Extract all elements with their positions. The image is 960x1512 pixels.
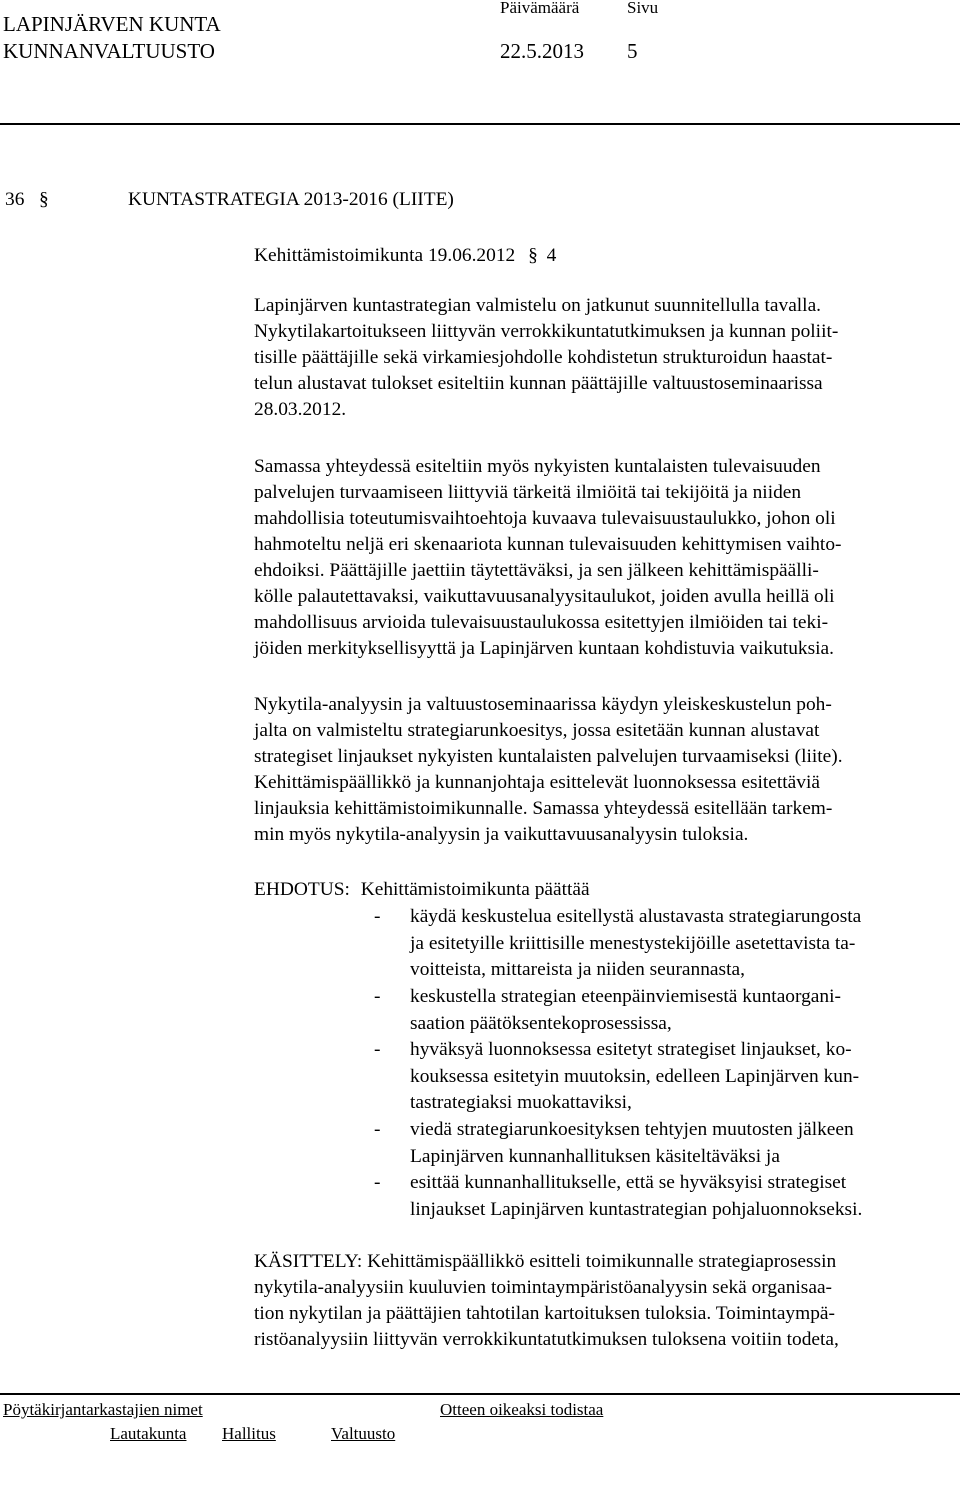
proposal-label: EHDOTUS: <box>254 879 350 900</box>
text-line: kouksessa esitetyin muutoksin, edelleen Lapinjärven kun- <box>410 1065 860 1087</box>
text-line: ja esitetyille kriittisille menestystekijöille asetettavista ta- <box>410 932 856 954</box>
text-line: viedä strategiarunkoesityksen tehtyjen muutosten jälkeen <box>410 1119 854 1140</box>
text-line: jalta on valmisteltu strategiarunkoesitys, jossa esitetään kunnan alustavat <box>254 720 820 741</box>
text-line: Lapinjärven kuntastrategian valmistelu on jatkunut suunnitellulla tavalla. <box>254 295 822 316</box>
reference-text: Kehittämistoimikunta 19.06.2012 <box>254 245 516 266</box>
proposal-item <box>374 984 954 1038</box>
text-line: linjaukset Lapinjärven kuntastrategian pohjaluonnokseksi. <box>410 1198 863 1220</box>
page-label: Sivu <box>627 0 659 17</box>
text-line: min myös nykytila-analyysin ja vaikuttavuusanalyysin tuloksia. <box>254 824 749 845</box>
list-dash: - <box>374 1172 381 1193</box>
proposal-item <box>374 1037 954 1117</box>
text-line: voitteista, mittareista ja niiden seurannasta, <box>410 959 745 981</box>
footer-body-hallitus: Hallitus <box>222 1424 276 1443</box>
text-line: keskustella strategian eteenpäinviemisestä kuntaorgani- <box>410 986 841 1007</box>
text-line: saation päätöksentekoprosessissa, <box>410 1012 672 1034</box>
text-line: KÄSITTELY: Kehittämispäällikkö esitteli toimikunnalle strategiaprosessin <box>254 1251 837 1272</box>
text-line: hahmoteltu neljä eri skenaariota kunnan tulevaisuuden kehittymisen vaihto- <box>254 534 842 555</box>
date-label: Päivämäärä <box>500 0 580 17</box>
text-line: nykytila-analyysiin kuuluvien toimintaympäristöanalyysin sekä organisaa- <box>254 1277 833 1298</box>
text-line: mahdollisia toteutumisvaihtoehtoja kuvaava tulevaisuustaulukko, johon oli <box>254 508 836 529</box>
header-divider <box>0 123 960 125</box>
text-line: tion nykytilan ja päättäjien tahtotilan kartoituksen tuloksia. Toimintaympä- <box>254 1303 835 1324</box>
text-line: käydä keskustelua esitellystä alustavasta strategiarungosta <box>410 906 862 927</box>
reference-line <box>254 243 556 269</box>
meeting-date: 22.5.2013 <box>500 39 584 63</box>
text-line: ristöanalyysiin liittyvän verrokkikuntatutkimuksen tuloksena voitiin todeta, <box>254 1329 839 1350</box>
list-dash: - <box>374 1119 381 1140</box>
council-name: KUNNANVALTUUSTO <box>3 39 215 63</box>
section-title: KUNTASTRATEGIA 2013-2016 (LIITE) <box>128 189 454 210</box>
text-line: palvelujen turvaamiseen liittyviä tärkeitä ilmiöitä tai tekijöitä ja niiden <box>254 482 802 503</box>
paragraph-future-table <box>254 454 954 662</box>
paragraph-handling <box>254 1249 954 1353</box>
text-line: Kehittämispäällikkö ja kunnanjohtaja esittelevät luonnoksessa esitettäviä <box>254 772 820 793</box>
proposal-intro: Kehittämistoimikunta päättää <box>360 879 590 900</box>
footer-divider <box>0 1393 960 1395</box>
paragraph-progress <box>254 293 954 423</box>
minutes-checkers-label: Pöytäkirjantarkastajien nimet <box>3 1400 203 1419</box>
certified-copy-label: Otteen oikeaksi todistaa <box>440 1400 604 1419</box>
text-line: jöiden merkityksellisyyttä ja Lapinjärven kuntaan kohdistuvia vaikutuksia. <box>254 638 834 659</box>
section-number: 36 <box>5 189 25 210</box>
reference-number: 4 <box>546 245 557 266</box>
text-line: tisille päättäjille sekä virkamiesjohdolle kohdistetun strukturoidun haastat- <box>254 347 833 368</box>
proposal-item <box>374 1117 954 1171</box>
footer-body-valtuusto: Valtuusto <box>331 1424 396 1443</box>
text-line: Lapinjärven kunnanhallituksen käsiteltäväksi ja <box>410 1145 780 1167</box>
proposal-item <box>374 1170 954 1224</box>
text-line: Samassa yhteydessä esiteltiin myös nykyisten kuntalaisten tulevaisuuden <box>254 456 821 477</box>
text-line: Nykytila-analyysin ja valtuustoseminaarissa käydyn yleiskeskustelun poh- <box>254 694 832 715</box>
text-line: tastrategiaksi muokattaviksi, <box>410 1092 632 1114</box>
proposal-item <box>374 904 954 984</box>
text-line: telun alustavat tulokset esiteltiin kunnan päättäjille valtuustoseminaarissa <box>254 373 823 394</box>
text-line: linjauksia kehittämistoimikunnalle. Samassa yhteydessä esitellään tarkem- <box>254 798 833 819</box>
reference-symbol: § <box>528 245 538 266</box>
list-dash: - <box>374 986 381 1007</box>
text-line: mahdollisuus arvioida tulevaisuustaulukossa esitettyjen ilmiöiden tai teki- <box>254 612 829 633</box>
list-dash: - <box>374 1039 381 1060</box>
proposal-heading <box>254 877 590 903</box>
footer-body-lautakunta: Lautakunta <box>110 1424 187 1443</box>
page-number: 5 <box>627 39 638 63</box>
text-line: kölle palautettavaksi, vaikuttavuusanalyysitaulukot, joiden avulla heillä oli <box>254 586 835 607</box>
text-line: strategiset linjaukset nykyisten kuntalaisten palvelujen turvaamiseksi (liite). <box>254 746 843 767</box>
text-line: esittää kunnanhallitukselle, että se hyväksyisi strategiset <box>410 1172 847 1193</box>
municipality-name: LAPINJÄRVEN KUNTA <box>3 12 221 36</box>
text-line: ehdoiksi. Päättäjille jaettiin täytettäväksi, ja sen jälkeen kehittämispäälli- <box>254 560 819 581</box>
text-line: 28.03.2012. <box>254 399 347 420</box>
text-line: Nykytilakartoitukseen liittyvän verrokkikuntatutkimuksen ja kunnan poliit- <box>254 321 839 342</box>
section-symbol: § <box>39 189 49 210</box>
paragraph-strategy-draft <box>254 692 954 848</box>
text-line: hyväksyä luonnoksessa esitetyt strategiset linjaukset, ko- <box>410 1039 852 1060</box>
list-dash: - <box>374 906 381 927</box>
